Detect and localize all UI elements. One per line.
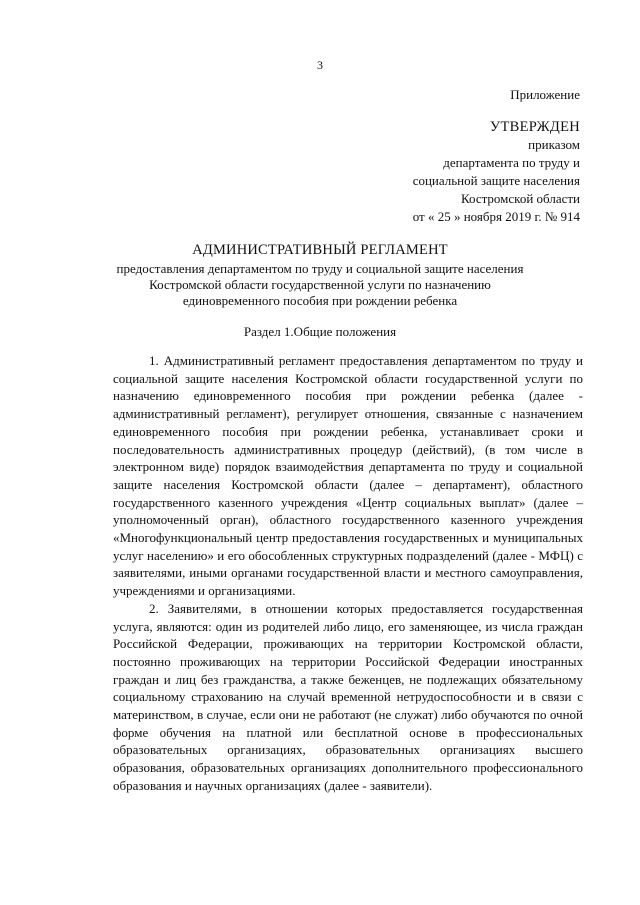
page-number: 3: [317, 58, 323, 72]
body-text: [113, 352, 583, 795]
document-subtitle-line: единовременного пособия при рождении ребенка: [182, 293, 458, 308]
paragraph: 2. Заявителями, в отношении которых предоставляется государственная услуга, являются: один из родителей либо лицо, его заменяющее, из числа граждан Российской Федерации, проживающих на территории Костромской области, постоянно проживающих на территории Российской Федерации иностранных граждан и лиц без гражданства, а также беженцев, не подлежащих обязательному социальному страхованию на случай временной нетрудоспособности и в связи с материнством, в случае, если они не работают (не служат) либо обучаются по очной форме обучения на платной или бесплатной основе в профессиональных образовательных организациях, образовательных организациях высшего образования, образовательных организациях дополнительного профессионального образования и научных организациях (далее - заявители).: [113, 600, 583, 793]
approval-line: приказом: [528, 137, 580, 152]
appendix-label: Приложение: [510, 87, 580, 102]
approval-line: департамента по труду и: [443, 155, 580, 170]
approval-line: социальной защите населения: [412, 173, 580, 188]
order-date-number: от « 25 » ноября 2019 г. № 914: [412, 209, 580, 224]
paragraph: 1. Административный регламент предоставления департаментом по труду и социальной защите населения Костромской области государственной услуги по назначению единовременного пособия при рождении ребенка (далее - административный регламент), регулирует отношения, связанные с назначением единовременного пособия при рождении ребенка, устанавливает сроки и последовательность административных процедур (действий), (в том числе в электронном виде) порядок взаимодействия департамента по труду и социальной защите населения Костромской области (далее – департамент), областного государственного казенного учреждения «Центр социальных выплат» (далее – уполномоченный орган), областного государственного казенного учреждения «Многофункциональный центр предоставления государственных и муниципальных услуг населению» и его обособленных структурных подразделений (далее - МФЦ) с заявителями, иными органами государственной власти и местного самоуправления, учреждениями и организациями.: [113, 353, 583, 599]
document-subtitle-line: Костромской области государственной услуги по назначению: [149, 277, 491, 292]
approval-block: [413, 86, 580, 226]
section-title: Раздел 1.Общие положения: [243, 324, 397, 339]
document-subtitle-line: предоставления департаментом по труду и социальной защите населения: [116, 261, 524, 276]
approved-label: УТВЕРЖДЕН: [489, 119, 580, 135]
document-title-block: [110, 242, 530, 309]
approval-line: Костромской области: [460, 191, 580, 206]
document-title: АДМИНИСТРАТИВНЫЙ РЕГЛАМЕНТ: [192, 242, 448, 258]
